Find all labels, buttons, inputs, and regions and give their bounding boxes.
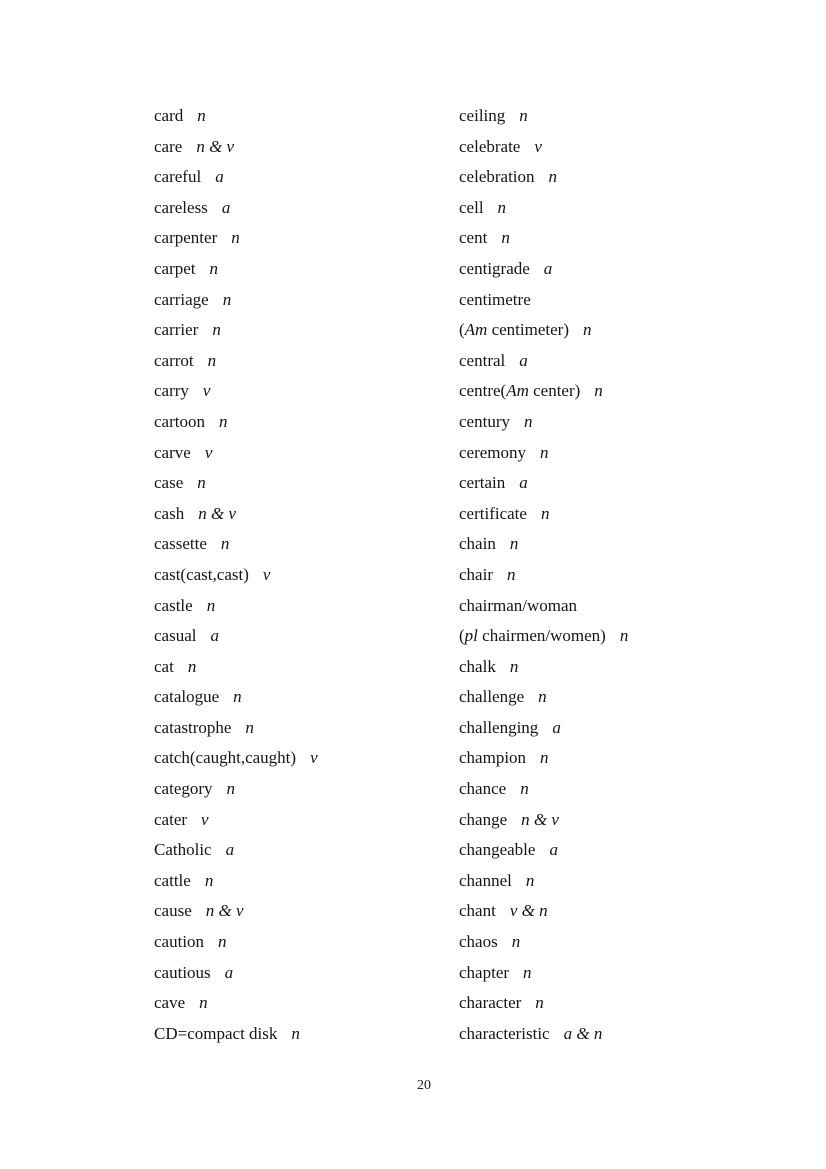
vocab-entry: [154, 193, 318, 224]
pos-label: n: [206, 595, 216, 615]
word-text: care: [154, 136, 183, 156]
vocab-entry: [459, 162, 628, 193]
vocab-entry: [459, 529, 628, 560]
pos-label: n: [511, 932, 521, 952]
vocab-entry: [154, 254, 318, 285]
vocab-entry: [459, 743, 628, 774]
vocab-entry: [459, 652, 628, 683]
vocab-entry: [154, 927, 318, 958]
word-text: cat: [154, 656, 174, 676]
vocab-entry: [154, 958, 318, 989]
word-text: (Am centimeter): [459, 320, 569, 340]
pos-label: a: [549, 840, 558, 860]
word-text: chant: [459, 901, 496, 921]
pos-label: n: [231, 228, 240, 248]
vocab-entry: [459, 346, 628, 377]
vocab-entry: [459, 376, 628, 407]
vocab-entry: [154, 468, 318, 499]
word-text: certificate: [459, 503, 527, 523]
word-text: chain: [459, 534, 496, 554]
pos-label: a: [221, 197, 231, 217]
vocab-entry: [459, 101, 628, 132]
pos-label: n: [204, 870, 214, 890]
word-text: chance: [459, 779, 507, 799]
pos-label: n: [548, 167, 558, 187]
pos-label: n: [535, 993, 544, 1013]
vocab-entry: [154, 591, 318, 622]
word-text: central: [459, 350, 506, 370]
pos-label: n: [525, 870, 535, 890]
word-text: casual: [154, 626, 197, 646]
word-text: celebrate: [459, 136, 521, 156]
vocab-entry: [459, 958, 628, 989]
vocab-entry: [459, 223, 628, 254]
word-text: carve: [154, 442, 191, 462]
vocab-entry: [154, 866, 318, 897]
word-text: careful: [154, 167, 202, 187]
word-text: character: [459, 993, 522, 1013]
pos-label: n: [197, 106, 206, 125]
word-text: carriage: [154, 289, 209, 309]
word-text: cassette: [154, 534, 207, 554]
pos-label: a: [543, 258, 553, 278]
word-text: centre(Am center): [459, 381, 581, 401]
word-text: ceiling: [459, 106, 506, 125]
pos-label: n: [291, 1023, 300, 1043]
word-text: cater: [154, 809, 188, 829]
word-text: cattle: [154, 870, 191, 890]
word-text: carpet: [154, 258, 196, 278]
pos-label: n: [538, 687, 547, 707]
pos-label: n & v: [205, 901, 244, 921]
word-text: centimetre: [459, 289, 531, 309]
pos-label: a: [224, 962, 234, 982]
vocab-entry: [459, 927, 628, 958]
word-text: catalogue: [154, 687, 220, 707]
word-text: catch(caught,caught): [154, 748, 297, 768]
pos-label: v: [202, 381, 211, 401]
vocab-entry: [154, 407, 318, 438]
pos-label: n: [226, 779, 236, 799]
vocab-entry: [154, 743, 318, 774]
pos-label: n: [540, 503, 550, 523]
pos-label: n: [497, 197, 507, 217]
pos-label: n: [519, 106, 528, 125]
pos-label: n: [523, 411, 533, 431]
vocab-entry: [154, 896, 318, 927]
word-text: cast(cast,cast): [154, 564, 249, 584]
pos-label: n: [540, 442, 549, 462]
word-text: carry: [154, 381, 189, 401]
word-text: cash: [154, 503, 185, 523]
pos-label: n: [233, 687, 242, 707]
pos-label: n: [220, 534, 230, 554]
pos-label: a: [519, 473, 528, 493]
vocab-entry: [459, 438, 628, 469]
pos-label: n: [501, 228, 510, 248]
word-text: cartoon: [154, 411, 205, 431]
word-text: centigrade: [459, 258, 530, 278]
word-text: chaos: [459, 932, 498, 952]
abbreviation-italic: pl: [464, 626, 478, 646]
word-text: careless: [154, 197, 208, 217]
abbreviation-italic: Am: [506, 381, 529, 401]
pos-label: v: [201, 809, 209, 829]
pos-label: n: [218, 932, 227, 952]
vocab-entry: [459, 254, 628, 285]
word-text: celebration: [459, 167, 535, 187]
word-text: challenging: [459, 717, 539, 737]
pos-label: n: [509, 534, 519, 554]
vocab-entry: [154, 223, 318, 254]
vocab-entry: [459, 774, 628, 805]
pos-label: v & n: [509, 901, 548, 921]
vocab-entry: [459, 132, 628, 163]
vocab-entry: [459, 285, 628, 316]
vocab-entry: [459, 988, 628, 1019]
pos-label: a: [519, 350, 528, 370]
pos-label: a & n: [563, 1023, 603, 1043]
word-text: chapter: [459, 962, 510, 982]
vocab-entry: [459, 835, 628, 866]
pos-label: n: [583, 320, 592, 340]
word-text: challenge: [459, 687, 525, 707]
word-text: channel: [459, 870, 512, 890]
vocab-entry: [459, 713, 628, 744]
word-text: change: [459, 809, 508, 829]
word-text: (pl chairmen/women): [459, 626, 606, 646]
vocab-entry: [154, 682, 318, 713]
vocab-entry: [459, 621, 628, 652]
vocab-entry: [154, 774, 318, 805]
vocab-entry: [459, 866, 628, 897]
vocab-entry: [154, 101, 318, 132]
word-text: characteristic: [459, 1023, 550, 1043]
vocab-entry: [459, 315, 628, 346]
vocab-entry: [154, 835, 318, 866]
word-text: carrier: [154, 320, 199, 340]
pos-label: v: [534, 136, 542, 156]
word-text: carrot: [154, 350, 194, 370]
word-text: caution: [154, 932, 205, 952]
vocab-entry: [154, 162, 318, 193]
word-text: CD=compact disk: [154, 1023, 278, 1043]
vocab-entry: [154, 621, 318, 652]
pos-label: n: [594, 381, 603, 401]
vocab-entry: [154, 285, 318, 316]
pos-label: n: [207, 350, 217, 370]
pos-label: n: [520, 779, 529, 799]
word-text: chair: [459, 564, 493, 584]
word-text: category: [154, 779, 213, 799]
pos-label: n: [212, 320, 221, 340]
word-text: castle: [154, 595, 193, 615]
pos-label: n & v: [196, 136, 235, 156]
pos-label: a: [552, 717, 561, 737]
pos-label: n: [187, 656, 197, 676]
vocab-entry: [154, 560, 318, 591]
pos-label: n & v: [198, 503, 236, 523]
vocab-entry: [154, 499, 318, 530]
vocab-entry: [154, 1019, 318, 1050]
pos-label: n: [245, 717, 254, 737]
vocab-entry: [154, 988, 318, 1019]
word-text: cent: [459, 228, 488, 248]
word-text: Catholic: [154, 840, 212, 860]
word-text: champion: [459, 748, 527, 768]
vocab-entry: [459, 1019, 628, 1050]
vocab-entry: [154, 805, 318, 836]
pos-label: a: [210, 626, 219, 646]
pos-label: n: [506, 564, 516, 584]
vocab-entry: [154, 713, 318, 744]
pos-label: n: [197, 473, 206, 493]
word-text: cause: [154, 901, 192, 921]
pos-label: n: [540, 748, 549, 768]
vocab-entry: [459, 896, 628, 927]
word-text: case: [154, 473, 184, 493]
vocab-column-right: [459, 101, 628, 1049]
vocab-entry: [459, 805, 628, 836]
pos-label: n: [619, 626, 629, 646]
word-text: certain: [459, 473, 506, 493]
pos-label: n: [222, 289, 232, 309]
pos-label: v: [310, 748, 318, 768]
word-text: century: [459, 411, 510, 431]
vocab-entry: [459, 682, 628, 713]
vocab-entry: [154, 132, 318, 163]
vocab-entry: [154, 529, 318, 560]
pos-label: a: [215, 167, 224, 187]
vocab-entry: [154, 346, 318, 377]
word-text: card: [154, 106, 184, 125]
pos-label: n: [509, 656, 519, 676]
vocab-entry: [459, 591, 628, 622]
vocab-entry: [154, 315, 318, 346]
word-text: catastrophe: [154, 717, 232, 737]
abbreviation-italic: Am: [464, 320, 488, 340]
vocab-entry: [154, 438, 318, 469]
vocab-column-left: [154, 101, 318, 1049]
pos-label: n: [199, 993, 208, 1013]
vocab-entry: [459, 193, 628, 224]
pos-label: v: [204, 442, 213, 462]
word-text: chairman/woman: [459, 595, 578, 615]
word-text: carpenter: [154, 228, 218, 248]
vocab-entry: [459, 407, 628, 438]
word-text: ceremony: [459, 442, 527, 462]
word-text: changeable: [459, 840, 536, 860]
vocab-entry: [154, 652, 318, 683]
vocab-entry: [459, 468, 628, 499]
pos-label: n & v: [521, 809, 559, 829]
word-text: cautious: [154, 962, 211, 982]
word-text: cave: [154, 993, 186, 1013]
pos-label: n: [209, 258, 219, 278]
word-text: chalk: [459, 656, 496, 676]
vocab-entry: [459, 499, 628, 530]
word-text: cell: [459, 197, 484, 217]
pos-label: v: [262, 564, 271, 584]
vocab-entry: [459, 560, 628, 591]
pos-label: n: [523, 962, 532, 982]
pos-label: a: [225, 840, 235, 860]
pos-label: n: [218, 411, 228, 431]
page-number: 20: [417, 1078, 431, 1093]
vocab-entry: [154, 376, 318, 407]
